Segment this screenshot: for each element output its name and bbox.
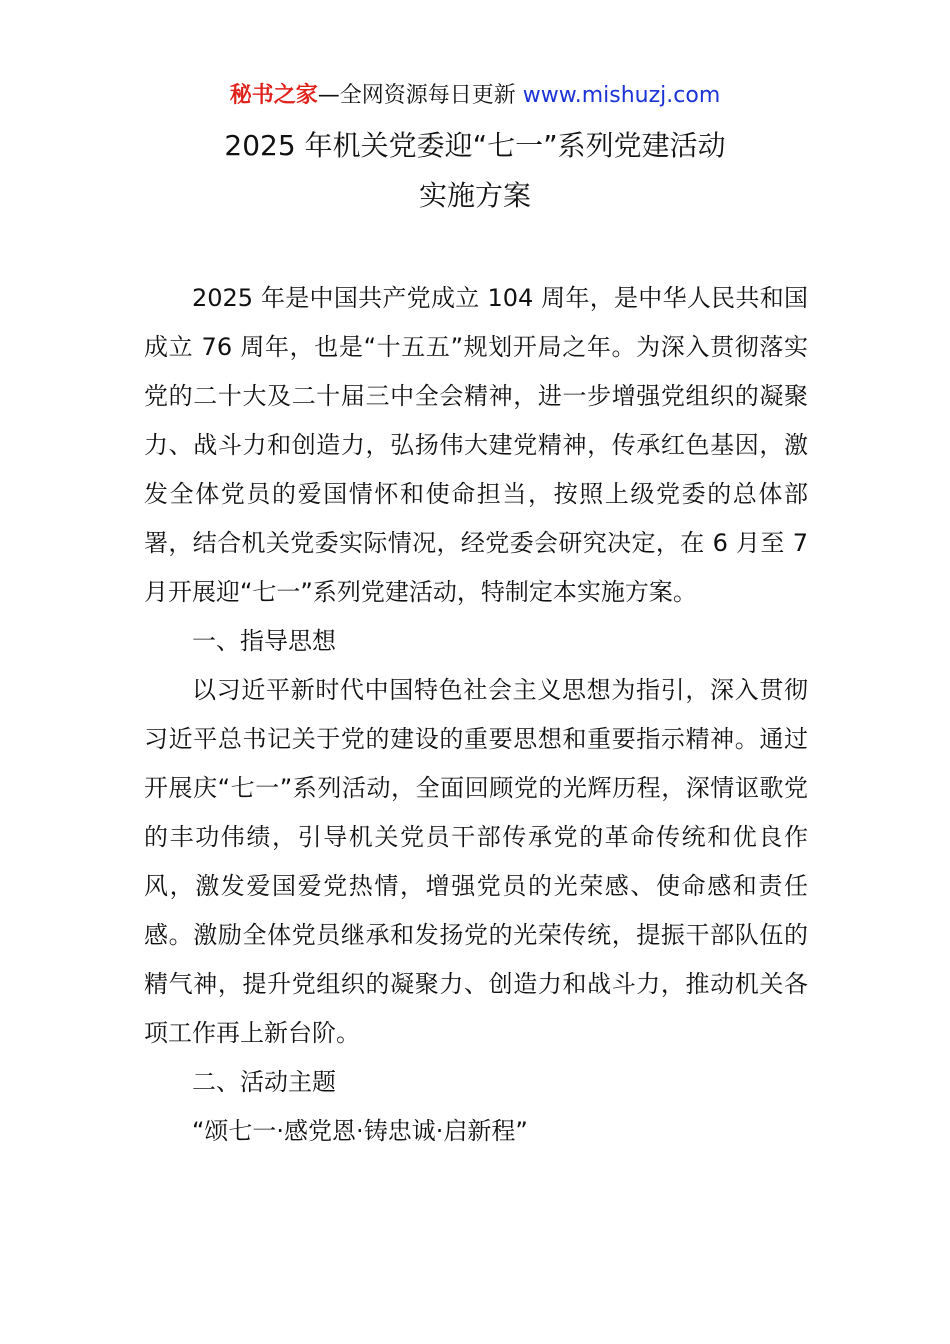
brand-name: 秘书之家 xyxy=(229,83,318,108)
site-url-link[interactable]: www.mishuzj.com xyxy=(522,83,721,108)
header-tagline: —全网资源每日更新 xyxy=(317,83,516,108)
document-title-line-1: 2025 年机关党委迎“七一”系列党建活动 xyxy=(224,129,726,162)
activity-theme-paragraph: “颂七一·感党恩·铸忠诚·启新程” xyxy=(192,1117,528,1145)
guiding-thought-paragraph: 以习近平新时代中国特色社会主义思想为指引，深入贯彻习近平总书记关于党的建设的重要思想和重要指示精神。通过开展庆“七一”系列活动，全面回顾党的光辉历程，深情讴歌党的丰功伟绩，引导机关党员干部传承党的革命传统和优良作风，激发爱国爱党热情，增强党员的光荣感、使命感和责任感。激励全体党员继承和发扬党的光荣传统，提振干部队伍的精气神，提升党组织的凝聚力、创造力和战斗力，推动机关各项工作再上新台阶。 xyxy=(144,676,808,1047)
section-heading-activity-theme: 二、活动主题 xyxy=(192,1068,336,1096)
document-body xyxy=(144,274,808,1156)
intro-paragraph: 2025 年是中国共产党成立 104 周年，是中华人民共和国成立 76 周年，也是“十五五”规划开局之年。为深入贯彻落实党的二十大及二十届三中全会精神，进一步增强党组织的凝聚力、战斗力和创造力，弘扬伟大建党精神，传承红色基因，激发全体党员的爱国情怀和使命担当，按照上级党委的总体部署，结合机关党委实际情况，经党委会研究决定，在 6 月至 7 月开展迎“七一”系列党建活动，特制定本实施方案。 xyxy=(144,284,808,606)
document-title-line-2: 实施方案 xyxy=(418,179,531,212)
site-header xyxy=(0,80,950,112)
section-heading-guiding-thought: 一、指导思想 xyxy=(192,627,336,655)
